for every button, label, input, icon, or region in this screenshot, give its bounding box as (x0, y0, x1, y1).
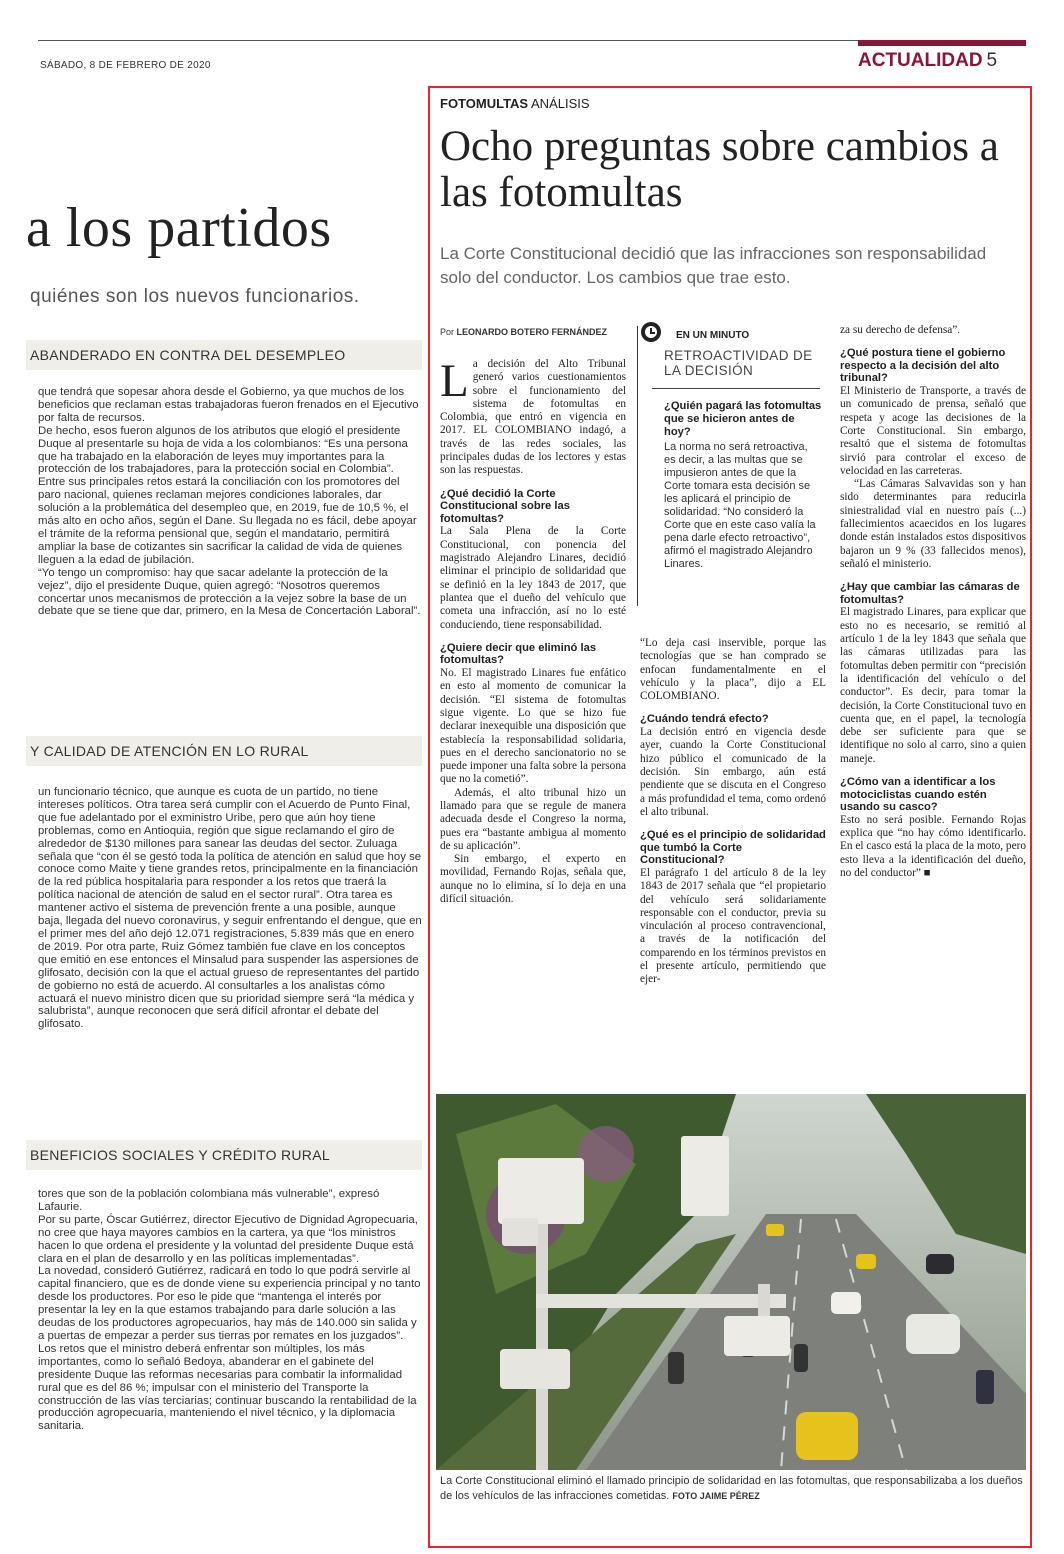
question-heading: ¿Qué decidió la Corte Constitucional sobre las fotomultas? (440, 487, 570, 525)
answer-paragraph: La Sala Plena de la Corte Constitucional, con ponencia del magistrado Alejandro Linares, decidió eliminar el principio de solidaridad que se definió en la ley 1843 de 2017, que plantea que el dueño del vehículo que cometa una infracción, así no lo esté conduciendo, tiene responsabilidad. (440, 525, 626, 631)
answer-paragraph: Además, el alto tribunal hizo un llamado para que se regule de manera adecuada desde el Congreso la norma, pues era “bastante ambigua al momento de su aplicación”. (440, 786, 626, 852)
paragraph: De hecho, esos fueron algunos de los atributos que elogió el presidente Duque al presentarle su hoja de vida a los colombianos: “Es una persona que ha trabajado en la elaboración de leyes muy importantes para la protección de los trabajadores, para la protección social en Colombia”. (38, 424, 408, 476)
paragraph: que tendrá que sopesar ahora desde el Gobierno, ya que muchos de los beneficios que reclaman estas trabajadoras fueron frenados en el Ejecutivo por falta de recursos. (38, 386, 419, 424)
paragraph: Entre sus principales retos estará la conciliación con los promotores del paro nacional, quienes reclaman mejores condiciones laborales, dar solución a la problemática del desempleo que, en 2019, fue de 10,5 %, el más alto en ocho años, según el Dane. Su llegada no es fácil, debe apoyar el trámite de la reforma pensional que, según el mandatario, permitirá ampliar la base de cotizantes sin sacrificar la calidad de vida de quienes lleguen a la edad de jubilación. (38, 476, 417, 566)
subhead-atencion-rural: Y CALIDAD DE ATENCIÓN EN LO RURAL (26, 736, 422, 766)
answer-paragraph: No. El magistrado Linares fue enfático en esto al momento de comunicar la decisión. “El sistema de fotomultas sigue vigente. Lo que se hizo fue declarar inexequible una disposición que establecía la responsabilidad solidaria, pues en el derecho sancionatorio no se puede imponer una falta sobre la persona que no la cometió”. (440, 667, 626, 786)
byline-author: LEONARDO BOTERO FERNÁNDEZ (456, 327, 608, 337)
section-tag-bar (858, 40, 1026, 46)
lead-paragraph (440, 355, 626, 478)
question-heading: ¿Qué postura tiene el gobierno respecto a la decisión del alto tribunal? (840, 347, 1006, 385)
answer-paragraph: El parágrafo 1 del artículo 8 de la ley 1843 de 2017 señala que “el propietario del vehículo será solidariamente responsable con el conductor, previa su vinculación al proceso contravencional, a través de la notificación del comparendo en los términos previstos en el presente artículo, permitiendo que ejer- (640, 866, 826, 986)
paragraph: La novedad, consideró Gutiérrez, radicará en todo lo que podrá servirle al capital financiero, que es de donde viene su experiencia principal y no tanto desde los productores. Por eso le pide que “mantenga el interés por presentar la ley en la que estamos trabajando para darle solución a las deudas de los productores agropecuarios, hay más de 140.000 sin salida y a puertas de empezar a perder sus tierras por remates en los juzgados”. (38, 1265, 421, 1342)
subhead-desempleo: ABANDERADO EN CONTRA DEL DESEMPLEO (26, 340, 422, 370)
paragraph: “Yo tengo un compromiso: hay que sacar adelante la protección de la vejez”, dijo el presidente Duque, quien agregó: “Nosotros queremos concertar unos mecanismos de protección a la vejez sobre la base de un debate que se tiene que dar, primero, en la Mesa de Concertación Laboral”. (38, 566, 421, 618)
paragraph: un funcionario técnico, que aunque es cuota de un partido, no tiene intereses políticos. Otra tarea será cumplir con el Acuerdo de Punto Final, que fue adelantado por el exministro Uribe, pero que aún hoy tiene problemas, como en Antioquia, región que sigue reclamando el giro de alrededor de $130 millones para sanear las deudas del sector. Zuluaga señala que “con él se gestó toda la política de atención en salud que hoy se conoce como Maite y tiene grandes retos, principalmente en la financiación de la red pública hospitalaria para responder a los retos que traerá la política nacional de atención de salud en el sector rural”. Otra tarea es mantener activo el sistema de prevención frente a una posible, aunque baja, llegada del nuevo coronavirus, y seguir enfrentando el dengue, que en el primer mes del año dejó 12.071 registraciones, 5.839 más que en enero de 2019. Por otra parte, Ruiz Gómez también fue clave en los conceptos que emitió en ese entonces el Minsalud para suspender las aspersiones de glifosato, decisión con la que el actual grueso de representantes del partido de gobierno no está de acuerdo. Al consultarles a los analistas cómo actuará el nuevo ministro dicen que su prioridad siempre será “la médica y salubrista”, aunque reconocen que será difícil afrontar el debate del glifosato. (38, 786, 422, 1031)
photo-caption (440, 1474, 1025, 1504)
answer-paragraph: El Ministerio de Transporte, a través de un comunicado de prensa, señaló que respeta y acoge las decisiones de la Corte Constitucional. Sin embargo, resaltó que el sistema de fotomultas sirvió para controlar el exceso de velocidad en las carreteras. (840, 385, 1026, 477)
article-kicker (440, 96, 590, 111)
article-column-1 (440, 355, 626, 906)
sidebar-title: RETROACTIVIDAD DE LA DECISIÓN (664, 348, 813, 378)
answer-paragraph (840, 814, 1026, 880)
left-headline-fragment: a los partidos (26, 197, 332, 259)
section-label (858, 50, 997, 72)
answer-paragraph: “Las Cámaras Salvavidas son y han sido determinantes para reducirla siniestralidad vial en nuestro país (...) fallecimientos acaecidos en los lugares donde están instalados estos dispositivos bajaron un 9 % (33 fallecidos menos), señaló el ministerio. (840, 478, 1026, 570)
drop-cap: L (440, 355, 469, 407)
question-heading: ¿Hay que cambiar las cámaras de fotomultas? (840, 581, 1020, 606)
answer-text: Esto no será posible. Fernando Rojas explica que “no hay cómo identificarlo. En el casco está la placa de la moto, pero esto lleva a la identificación del dueño, no del conductor” (840, 813, 1026, 879)
quote-paragraph: “Lo deja casi inservible, porque las tecnologías que se han comprado se enfocan fundamentalmente en el vehículo y la placa”, dijo a EL COLOMBIANO. (640, 637, 826, 703)
photo-credit: FOTO JAIME PÉREZ (672, 1491, 760, 1501)
question-heading: ¿Qué es el principio de solidaridad que tumbó la Corte Constitucional? (640, 829, 826, 867)
sidebar-divider (652, 388, 820, 389)
question-heading: ¿Quiere decir que eliminó las fotomultas? (440, 641, 597, 667)
section-name: ACTUALIDAD (858, 50, 983, 71)
left-text-block-3 (38, 1188, 422, 1433)
lead-text: a decisión del Alto Tribunal generó varios cuestionamientos sobre el funcionamiento del sistema de fotomultas en Colombia, que entró en vigencia en 2017. EL COLOMBIANO indagó, a través de las redes sociales, las principales dudas de los lectores y estas son las respuestas. (440, 358, 626, 477)
article-column-2 (640, 637, 826, 987)
paragraph: Por su parte, Óscar Gutiérrez, director Ejecutivo de Dignidad Agropecuaria, no cree que haya mayores cambios en la cartera, ya que “los ministros hacen lo que ordena el presidente y la voluntad del presidente Duque está clara en el plan de desarrollo y en las políticas implementadas”. (38, 1213, 418, 1265)
subhead-beneficios: BENEFICIOS SOCIALES Y CRÉDITO RURAL (26, 1140, 422, 1170)
sidebar-label: EN UN MINUTO (676, 330, 750, 341)
sidebar-question: ¿Quién pagará las fotomultas que se hicieron antes de hoy? (664, 400, 822, 438)
paragraph: Los retos que el ministro deberá enfrentar son múltiples, los más importantes, como lo señaló Bedoya, abanderar en el gabinete del presidente Duque las reformas necesarias para combatir la informalidad rural que es del 86 %; impulsar con el ministerio del Transporte la construcción de las vías terciarias; continuar buscando la rentabilidad de la producción agropecuaria, manteniendo el nivel técnico, y la diplomacia sanitaria. (38, 1342, 417, 1433)
sidebar-answer: La norma no será retroactiva, es decir, a las multas que se impusieron antes de que la Corte tomara esta decisión se les aplicará el principio de solidaridad. “No consideró la Corte que en este caso valía la pena darle efecto retroactivo”, afirmó el magistrado Alejandro Linares. (664, 441, 816, 570)
question-heading: ¿Cómo van a identificar a los motociclistas cuando estén usando su casco? (840, 775, 996, 814)
left-text-block-2 (38, 786, 422, 1031)
article-photo (436, 1094, 1026, 1470)
edition-date: SÁBADO, 8 DE FEBRERO DE 2020 (40, 60, 211, 71)
continuation-paragraph: za su derecho de defensa”. (840, 324, 961, 336)
caption-text: La Corte Constitucional eliminó el llamado principio de solidaridad en las fotomultas, que responsabilizaba a los dueños de los vehículos de las infracciones cometidas. (440, 1475, 1023, 1502)
article-headline: Ocho preguntas sobre cambios a las fotomultas (440, 123, 999, 216)
clock-icon (641, 322, 661, 342)
paragraph: tores que son de la población colombiana más vulnerable”, expresó Lafaurie. (38, 1188, 380, 1213)
byline (440, 327, 607, 337)
left-text-block-1 (38, 386, 422, 618)
article-column-3 (840, 324, 1026, 880)
question-heading: ¿Cuándo tendrá efecto? (640, 713, 769, 726)
answer-paragraph: Sin embargo, el experto en movilidad, Fernando Rojas, señala que, aunque no lo elimina, sí lo deja en una difícil situación. (440, 853, 626, 906)
article-deck: La Corte Constitucional decidió que las infracciones son responsabilidad solo del conductor. Los cambios que trae esto. (440, 244, 987, 287)
kicker-topic: FOTOMULTAS (440, 96, 529, 111)
traffic-camera-photo (436, 1094, 1026, 1470)
left-deck-fragment: quiénes son los nuevos funcionarios. (30, 286, 360, 307)
kicker-type: ANÁLISIS (531, 96, 590, 111)
byline-prefix: Por (440, 327, 455, 337)
end-mark: ■ (923, 866, 931, 879)
answer-paragraph: La decisión entró en vigencia desde ayer, cuando la Corte Constitucional hizo público el comunicado de la decisión. Sin embargo, aún está pendiente que se discuta en el Congreso a más profundidad el tema, como ordenó el alto tribunal. (640, 726, 826, 818)
answer-paragraph: El magistrado Linares, para explicar que esto no es necesario, se remitió al artículo 1 de la ley 1843 que señala que las cámaras utilizadas para las fotomultas deben permitir con “precisión la identificación del vehículo o del conductor”. Es decir, para tomar la decisión, la Corte Constitucional tuvo en cuenta que, en el papel, la tecnología debe ser suficiente para que se identifique no solo al carro, sino a quien maneje. (840, 606, 1026, 765)
page-number: 5 (986, 50, 998, 71)
